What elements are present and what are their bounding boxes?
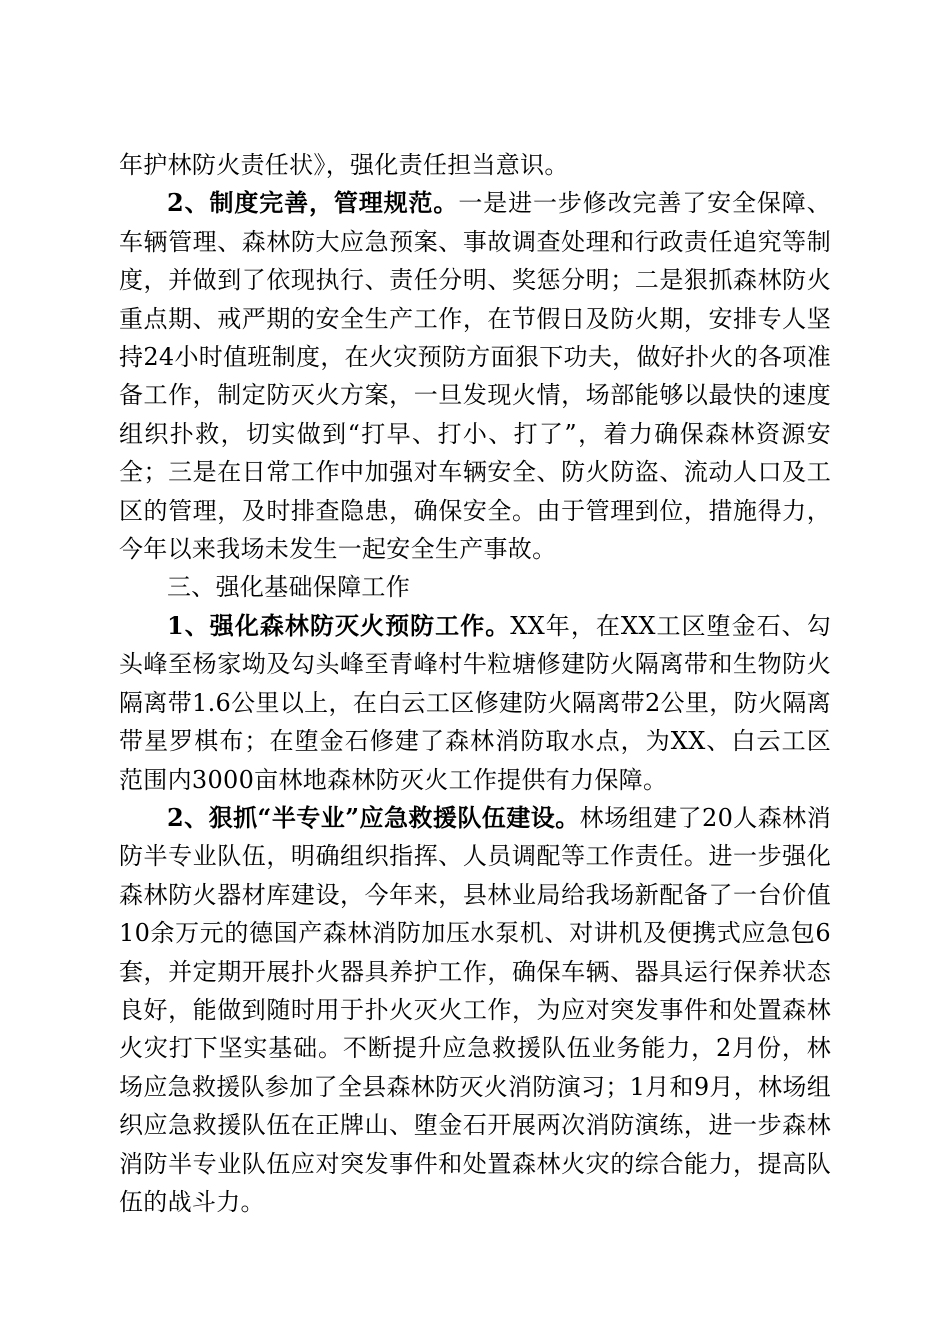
section-heading <box>119 568 831 606</box>
paragraph-text: 林场组建了20人森林消防半专业队伍，明确组织指挥、人员调配等工作责任。进一步强化森林防火器材库建设，今年来，县林业局给我场新配备了一台价值10余万元的德国产森林消防加压水泵机、对讲机及便携式应急包6套，并定期开展扑火器具养护工作，确保车辆、器具运行保养状态良好，能做到随时用于扑火灭火工作，为应对突发事件和处置森林火灾打下坚实基础。不断提升应急救援队伍业务能力，2月份，林场应急救援队参加了全县森林防灭火消防演习；1月和9月，林场组织应急救援队伍在正牌山、堕金石开展两次消防演练，进一步森林消防半专业队伍应对突发事件和处置森林火灾的综合能力，提高队伍的战斗力。 <box>119 803 831 1216</box>
paragraph-continuation <box>119 146 831 184</box>
section-heading-text: 三、强化基础保障工作 <box>167 573 410 602</box>
paragraph-text: 一是进一步修改完善了安全保障、车辆管理、森林防大应急预案、事故调查处理和行政责任追究等制度，并做到了依现执行、责任分明、奖惩分明；二是狠抓森林防火重点期、戒严期的安全生产工作，在节假日及防火期，安排专人坚持24小时值班制度，在火灾预防方面狠下功夫，做好扑火的各项准备工作，制定防灭火方案，一旦发现火情，场部能够以最快的速度组织扑救，切实做到“打早、打小、打了”，着力确保森林资源安全；三是在日常工作中加强对车辆安全、防火防盗、流动人口及工区的管理，及时排查隐患，确保安全。由于管理到位，措施得力，今年以来我场未发生一起安全生产事故。 <box>119 189 831 564</box>
paragraph-system-management <box>119 184 831 568</box>
paragraph-fire-prevention <box>119 607 831 799</box>
body-text <box>119 146 831 1221</box>
paragraph-text: XX年，在XX工区堕金石、勾头峰至杨家坳及勾头峰至青峰村牛粒塘修建防火隔离带和生物防火隔离带1.6公里以上，在白云工区修建防火隔离带2公里，防火隔离带星罗棋布；在堕金石修建了森林消防取水点，为XX、白云工区范围内3000亩林地森林防灭火工作提供有力保障。 <box>119 611 832 794</box>
paragraph-lead: 2、制度完善，管理规范。 <box>167 188 459 218</box>
paragraph-rescue-team <box>119 799 831 1221</box>
paragraph-lead: 1、强化森林防灭火预防工作。 <box>167 610 511 640</box>
paragraph-text: 年护林防火责任状》，强化责任担当意识。 <box>119 151 569 179</box>
paragraph-lead: 2、狠抓“半专业”应急救援队伍建设。 <box>167 802 580 832</box>
